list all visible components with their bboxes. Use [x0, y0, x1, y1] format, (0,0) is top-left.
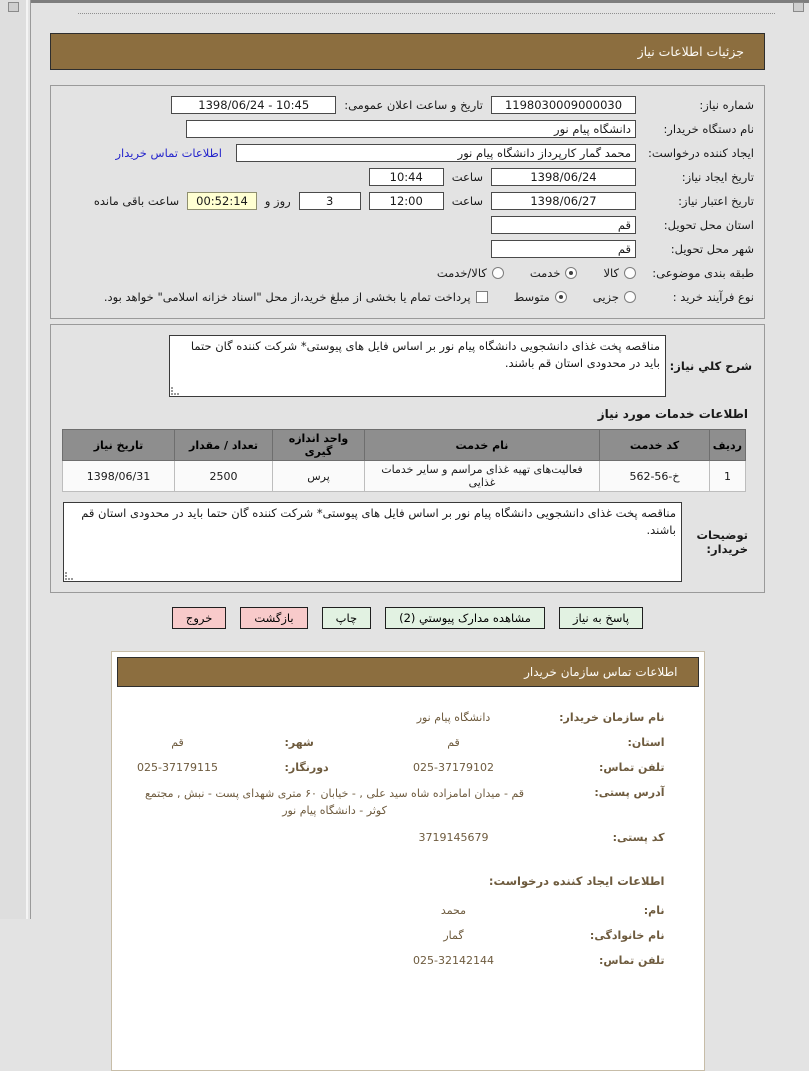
postal-code-label: کد پستی: — [612, 831, 665, 844]
resize-grip-icon[interactable] — [171, 387, 179, 395]
buyer-org-input[interactable]: دانشگاه پیام نور — [186, 120, 636, 138]
category-label: طبقه بندی موضوعی: — [652, 266, 754, 280]
services-table-header — [63, 430, 746, 461]
buyer-org-label: نام دستگاه خریدار: — [663, 122, 754, 136]
contact-panel-title: اطلاعات تماس سازمان خریدار — [117, 657, 699, 687]
col-date-header: تاریخ نیاز — [63, 430, 175, 461]
need-description-row — [63, 335, 752, 397]
radio-icon[interactable] — [624, 267, 636, 279]
category-option-service[interactable] — [530, 266, 578, 280]
checkbox-icon[interactable] — [476, 291, 488, 303]
validity-date-row — [61, 191, 754, 211]
need-number-label: شماره نیاز: — [699, 98, 754, 112]
creator-section-title: اطلاعات ایجاد کننده درخواست: — [488, 874, 665, 888]
creator-phone-label: تلفن تماس: — [599, 954, 665, 967]
services-table — [62, 429, 746, 492]
dotted-separator — [78, 13, 775, 14]
creator-last-name-row — [137, 929, 665, 942]
buyer-org-row — [61, 119, 754, 139]
need-description-text: مناقصه پخت غذای دانشجویی دانشگاه پیام نور بر اساس فایل های پیوستی* شرکت کننده گان حتما باید در محدودی استان قم باشند. — [190, 339, 660, 370]
treasury-checkbox-option[interactable] — [104, 290, 488, 304]
city-row — [61, 239, 754, 259]
created-date-row — [61, 167, 754, 187]
category-option-service-label: خدمت — [529, 266, 561, 280]
window-artifact-icon — [8, 2, 19, 12]
city-label: شهر محل تحویل: — [670, 242, 754, 256]
services-box — [50, 324, 765, 593]
announce-datetime-box[interactable]: 1398/06/24 - 10:45 — [171, 96, 336, 114]
service-need-date: 1398/06/31 — [63, 461, 175, 492]
postal-code-row — [137, 831, 665, 844]
action-buttons — [50, 607, 765, 629]
phone-fax-row — [137, 761, 665, 774]
creator-first-name-row — [137, 904, 665, 917]
buyer-notes-row — [63, 502, 752, 582]
service-quantity: 2500 — [175, 461, 273, 492]
validity-date-label: تاریخ اعتبار نیاز: — [678, 194, 754, 208]
window-artifact-icon — [793, 2, 804, 12]
category-option-goods-service[interactable] — [437, 266, 504, 280]
service-unit: پرس — [273, 461, 365, 492]
buyer-contact-link[interactable]: اطلاعات تماس خریدار — [115, 146, 222, 160]
buyer-notes-text: مناقصه پخت غذای دانشجویی دانشگاه پیام نور بر اساس فایل های پیوستی* شرکت کننده گان حتما باید در محدودی استان قم باشند. — [81, 506, 676, 537]
col-name-header: نام خدمت — [365, 430, 600, 461]
print-button[interactable]: چاپ — [322, 607, 371, 629]
col-qty-header: تعداد / مقدار — [175, 430, 273, 461]
contact-fax-value: 025-37179115 — [137, 761, 218, 774]
postal-address-value: قم - میدان امامزاده شاه سید علی , - خیابان ۶۰ متری شهدای پست - نبش , مجتمع کوثر - دانشگاه پیام نور — [144, 787, 525, 817]
buyer-notes-label: توضیحات خریدار: — [696, 527, 748, 556]
back-button[interactable]: بازگشت — [240, 607, 307, 629]
announce-datetime-label: تاریخ و ساعت اعلان عمومی: — [344, 98, 483, 112]
contact-fax-label: دورنگار: — [284, 761, 329, 774]
service-code: 562-56-خ — [600, 461, 710, 492]
address-row — [137, 786, 665, 819]
radio-checked-icon[interactable] — [555, 291, 567, 303]
category-option-goods[interactable] — [603, 266, 636, 280]
radio-icon[interactable] — [624, 291, 636, 303]
city-input[interactable]: قم — [491, 240, 636, 258]
contact-phone-value: 025-37179102 — [413, 761, 494, 774]
radio-icon[interactable] — [492, 267, 504, 279]
contact-province-label: استان: — [627, 736, 665, 749]
process-option-partial-label: جزیی — [592, 290, 619, 304]
need-number-row — [61, 95, 754, 115]
countdown-box: 00:52:14 — [187, 192, 257, 210]
need-description-textarea[interactable] — [169, 335, 666, 397]
creator-phone-value: 025-32142144 — [413, 954, 494, 967]
table-row[interactable] — [63, 461, 746, 492]
postal-code-value: 3719145679 — [418, 831, 489, 844]
service-name: فعالیت‌های تهیه غذای مراسم و سایر خدمات غذایی — [365, 461, 600, 492]
province-label: استان محل تحویل: — [663, 218, 754, 232]
province-row — [61, 215, 754, 235]
contact-province-value: قم — [447, 736, 460, 749]
service-row-number: 1 — [710, 461, 746, 492]
created-time-label: ساعت — [451, 170, 483, 184]
created-date-label: تاریخ ایجاد نیاز: — [681, 170, 754, 184]
radio-checked-icon[interactable] — [565, 267, 577, 279]
buyer-contact-panel — [111, 651, 705, 1071]
days-label: روز و — [264, 194, 291, 208]
need-info-form — [50, 85, 765, 319]
first-name-label: نام: — [643, 904, 665, 917]
postal-address-label: آدرس پستی: — [594, 786, 665, 799]
remaining-label: ساعت باقی مانده — [93, 194, 180, 208]
process-option-medium-label: متوسط — [513, 290, 550, 304]
creator-phone-row — [137, 954, 665, 967]
validity-date-input[interactable]: 1398/06/27 — [491, 192, 636, 210]
need-description-label: شرح كلي نياز: — [669, 359, 752, 373]
col-unit-header: واحد اندازه گیری — [273, 430, 365, 461]
gutter-divider — [30, 0, 31, 919]
contact-phone-label: تلفن تماس: — [599, 761, 665, 774]
contact-city-label: شهر: — [284, 736, 314, 749]
view-attached-docs-button[interactable]: مشاهده مدارک پیوستي (2) — [385, 607, 545, 629]
services-section-title: اطلاعات خدمات مورد نیاز — [597, 407, 748, 421]
province-input[interactable]: قم — [491, 216, 636, 234]
col-code-header: کد خدمت — [600, 430, 710, 461]
page-title: جزئیات اطلاعات نیاز — [50, 33, 765, 70]
validity-time-label: ساعت — [451, 194, 483, 208]
left-gutter — [0, 0, 28, 919]
respond-to-need-button[interactable]: پاسخ به نیاز — [559, 607, 643, 629]
process-type-row — [61, 287, 754, 307]
top-window-strip — [31, 0, 809, 3]
province-city-row — [137, 736, 665, 749]
process-type-label: نوع فرآیند خرید : — [672, 290, 754, 304]
org-name-row — [137, 711, 665, 724]
exit-button[interactable]: خروج — [172, 607, 226, 629]
validity-time-input[interactable]: 12:00 — [369, 192, 444, 210]
process-option-partial[interactable] — [593, 290, 636, 304]
creator-label: ایجاد کننده درخواست: — [648, 145, 754, 160]
last-name-label: نام خانوادگی: — [589, 929, 665, 942]
org-name-label: نام سازمان خریدار: — [559, 711, 665, 724]
contact-city-value: قم — [171, 736, 184, 749]
last-name-value: گمار — [443, 929, 464, 942]
resize-grip-icon[interactable] — [65, 572, 73, 580]
created-time-input[interactable]: 10:44 — [369, 168, 444, 186]
days-remaining-input[interactable]: 3 — [299, 192, 361, 210]
contact-panel-body — [117, 687, 699, 967]
treasury-checkbox-label: پرداخت تمام یا بخشی از مبلغ خرید،از محل "اسناد خزانه اسلامی" خواهد بود. — [103, 290, 471, 304]
col-row-header: ردیف — [710, 430, 746, 461]
need-details-page — [50, 33, 765, 1071]
process-option-medium[interactable] — [514, 290, 567, 304]
buyer-notes-textarea[interactable] — [63, 502, 682, 582]
need-number-input[interactable]: 1198030009000030 — [491, 96, 636, 114]
creator-row — [61, 143, 754, 163]
category-row — [61, 263, 754, 283]
category-option-goods-label: کالا — [603, 266, 619, 280]
creator-input[interactable]: محمد گمار کارپرداز دانشگاه پیام نور — [236, 144, 636, 162]
created-date-input[interactable]: 1398/06/24 — [491, 168, 636, 186]
first-name-value: محمد — [440, 904, 467, 917]
org-name-value: دانشگاه پیام نور — [416, 711, 491, 724]
category-option-goods-service-label: کالا/خدمت — [436, 266, 487, 280]
